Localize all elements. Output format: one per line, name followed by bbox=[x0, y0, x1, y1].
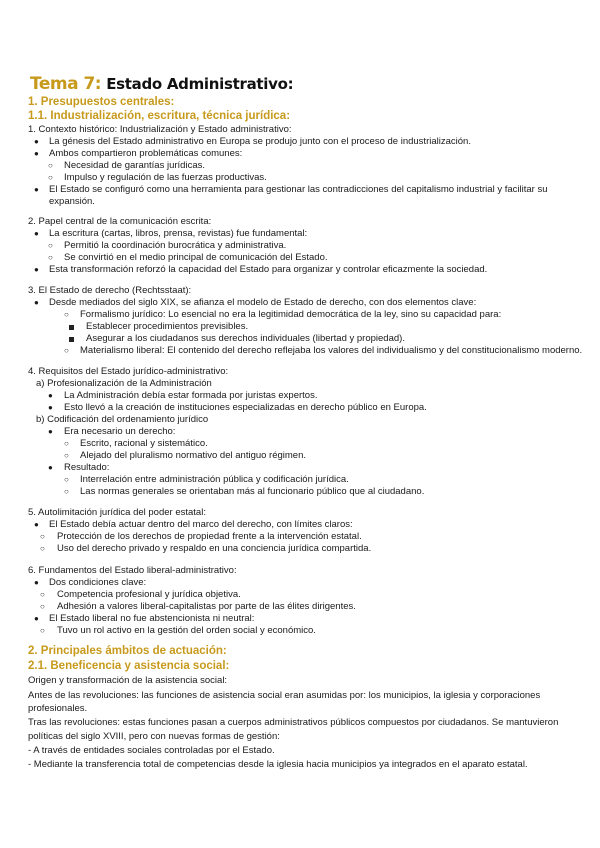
numbered-heading: 4. Requisitos del Estado jurídico-administrativo: bbox=[28, 366, 229, 377]
bullet-icon: ● bbox=[34, 578, 39, 587]
list-item: Impulso y regulación de las fuerzas productivas. bbox=[64, 172, 267, 183]
list-item: Permitió la coordinación burocrática y administrativa. bbox=[64, 240, 287, 251]
list-item: Escrito, racional y sistemático. bbox=[80, 438, 208, 449]
list-item: Resultado: bbox=[64, 462, 110, 473]
list-item: Necesidad de garantías jurídicas. bbox=[64, 160, 205, 171]
circle-bullet-icon: ○ bbox=[64, 346, 69, 355]
list-item: Desde mediados del siglo XIX, se afianza el modelo de Estado de derecho, con dos elementos clave: bbox=[49, 297, 477, 308]
list-item: Asegurar a los ciudadanos sus derechos individuales (libertad y propiedad). bbox=[86, 333, 405, 344]
circle-bullet-icon: ○ bbox=[64, 439, 69, 448]
list-item: Formalismo jurídico: Lo esencial no era la legitimidad democrática de la ley, sino su capacidad para: bbox=[80, 309, 502, 320]
title-main: Estado Administrativo: bbox=[106, 75, 294, 93]
circle-bullet-icon: ○ bbox=[40, 602, 45, 611]
subsection-heading: 2.1. Beneficencia y asistencia social: bbox=[28, 660, 230, 672]
bullet-icon: ● bbox=[48, 463, 53, 472]
numbered-heading: 2. Papel central de la comunicación escrita: bbox=[28, 216, 212, 227]
bullet-icon: ● bbox=[48, 403, 53, 412]
list-item-continuation: expansión. bbox=[49, 196, 95, 207]
circle-bullet-icon: ○ bbox=[48, 161, 53, 170]
list-item: Materialismo liberal: El contenido del derecho reflejaba los valores del individualismo y del constitucionalismo moderno. bbox=[80, 345, 583, 356]
bullet-icon: ● bbox=[34, 265, 39, 274]
list-item: Protección de los derechos de propiedad frente a la intervención estatal. bbox=[57, 531, 362, 542]
circle-bullet-icon: ○ bbox=[48, 253, 53, 262]
bullet-icon: ● bbox=[34, 298, 39, 307]
circle-bullet-icon: ○ bbox=[48, 241, 53, 250]
numbered-heading: 5. Autolimitación jurídica del poder estatal: bbox=[28, 507, 206, 518]
subsection-heading: 1.1. Industrialización, escritura, técnica jurídica: bbox=[28, 110, 291, 122]
circle-bullet-icon: ○ bbox=[64, 310, 69, 319]
bullet-icon: ● bbox=[34, 614, 39, 623]
sub-heading: b) Codificación del ordenamiento jurídico bbox=[36, 414, 209, 425]
list-item: Uso del derecho privado y respaldo en una conciencia jurídica compartida. bbox=[57, 543, 372, 554]
list-item: Las normas generales se orientaban más al funcionario público que al ciudadano. bbox=[80, 486, 425, 497]
paragraph-line: Antes de las revoluciones: las funciones de asistencia social eran asumidas por: los municipios, la iglesia y corporaciones bbox=[28, 690, 541, 701]
list-item: Alejado del pluralismo normativo del antiguo régimen. bbox=[80, 450, 307, 461]
circle-bullet-icon: ○ bbox=[48, 173, 53, 182]
list-item: La génesis del Estado administrativo en Europa se produjo junto con el proceso de industrialización. bbox=[49, 136, 471, 147]
paragraph-line: - Mediante la transferencia total de competencias desde la iglesia hacia municipios ya integrados en el aparato estatal. bbox=[28, 759, 528, 770]
list-item: Adhesión a valores liberal-capitalistas por parte de las élites dirigentes. bbox=[57, 601, 356, 612]
section-heading: 1. Presupuestos centrales: bbox=[28, 96, 175, 108]
paragraph-line: - A través de entidades sociales controladas por el Estado. bbox=[28, 745, 275, 756]
bullet-icon: ● bbox=[48, 427, 53, 436]
paragraph-line: Origen y transformación de la asistencia social: bbox=[28, 675, 228, 686]
list-item: Competencia profesional y jurídica objetiva. bbox=[57, 589, 241, 600]
numbered-heading: 6. Fundamentos del Estado liberal-administrativo: bbox=[28, 565, 237, 576]
numbered-heading: 1. Contexto histórico: Industrialización y Estado administrativo: bbox=[28, 124, 292, 135]
page-title bbox=[30, 74, 293, 94]
square-bullet-icon bbox=[69, 325, 74, 330]
paragraph-line: políticas del siglo XVIII, pero con nuevas formas de gestión: bbox=[28, 731, 280, 742]
bullet-icon: ● bbox=[34, 185, 39, 194]
list-item: La escritura (cartas, libros, prensa, revistas) fue fundamental: bbox=[49, 228, 308, 239]
list-item: Se convirtió en el medio principal de comunicación del Estado. bbox=[64, 252, 328, 263]
list-item: Era necesario un derecho: bbox=[64, 426, 176, 437]
list-item: Ambos compartieron problemáticas comunes: bbox=[49, 148, 243, 159]
circle-bullet-icon: ○ bbox=[40, 532, 45, 541]
bullet-icon: ● bbox=[34, 137, 39, 146]
section-heading: 2. Principales ámbitos de actuación: bbox=[28, 645, 227, 657]
list-item: Tuvo un rol activo en la gestión del orden social y económico. bbox=[57, 625, 316, 636]
title-tema: Tema 7: bbox=[30, 74, 102, 94]
circle-bullet-icon: ○ bbox=[64, 487, 69, 496]
paragraph-line: Tras las revoluciones: estas funciones pasan a cuerpos administrativos públicos compuestos por ciudadanos. Se mantuvieron bbox=[28, 717, 559, 728]
circle-bullet-icon: ○ bbox=[64, 475, 69, 484]
circle-bullet-icon: ○ bbox=[40, 626, 45, 635]
circle-bullet-icon: ○ bbox=[64, 451, 69, 460]
bullet-icon: ● bbox=[48, 391, 53, 400]
list-item: El Estado debía actuar dentro del marco del derecho, con límites claros: bbox=[49, 519, 353, 530]
list-item: La Administración debía estar formada por juristas expertos. bbox=[64, 390, 318, 401]
list-item: Establecer procedimientos previsibles. bbox=[86, 321, 249, 332]
square-bullet-icon bbox=[69, 337, 74, 342]
circle-bullet-icon: ○ bbox=[40, 590, 45, 599]
list-item: Interrelación entre administración pública y codificación jurídica. bbox=[80, 474, 349, 485]
list-item: Esto llevó a la creación de instituciones especializadas en derecho público en Europa. bbox=[64, 402, 427, 413]
bullet-icon: ● bbox=[34, 149, 39, 158]
bullet-icon: ● bbox=[34, 520, 39, 529]
circle-bullet-icon: ○ bbox=[40, 544, 45, 553]
list-item: Dos condiciones clave: bbox=[49, 577, 147, 588]
sub-heading: a) Profesionalización de la Administración bbox=[36, 378, 212, 389]
list-item: El Estado se configuró como una herramienta para gestionar las contradicciones del capitalismo industrial y facilitar su bbox=[49, 184, 548, 195]
paragraph-line: profesionales. bbox=[28, 703, 88, 714]
numbered-heading: 3. El Estado de derecho (Rechtsstaat): bbox=[28, 285, 192, 296]
bullet-icon: ● bbox=[34, 229, 39, 238]
list-item: El Estado liberal no fue abstencionista ni neutral: bbox=[49, 613, 255, 624]
list-item: Esta transformación reforzó la capacidad del Estado para organizar y controlar eficazmente la sociedad. bbox=[49, 264, 488, 275]
